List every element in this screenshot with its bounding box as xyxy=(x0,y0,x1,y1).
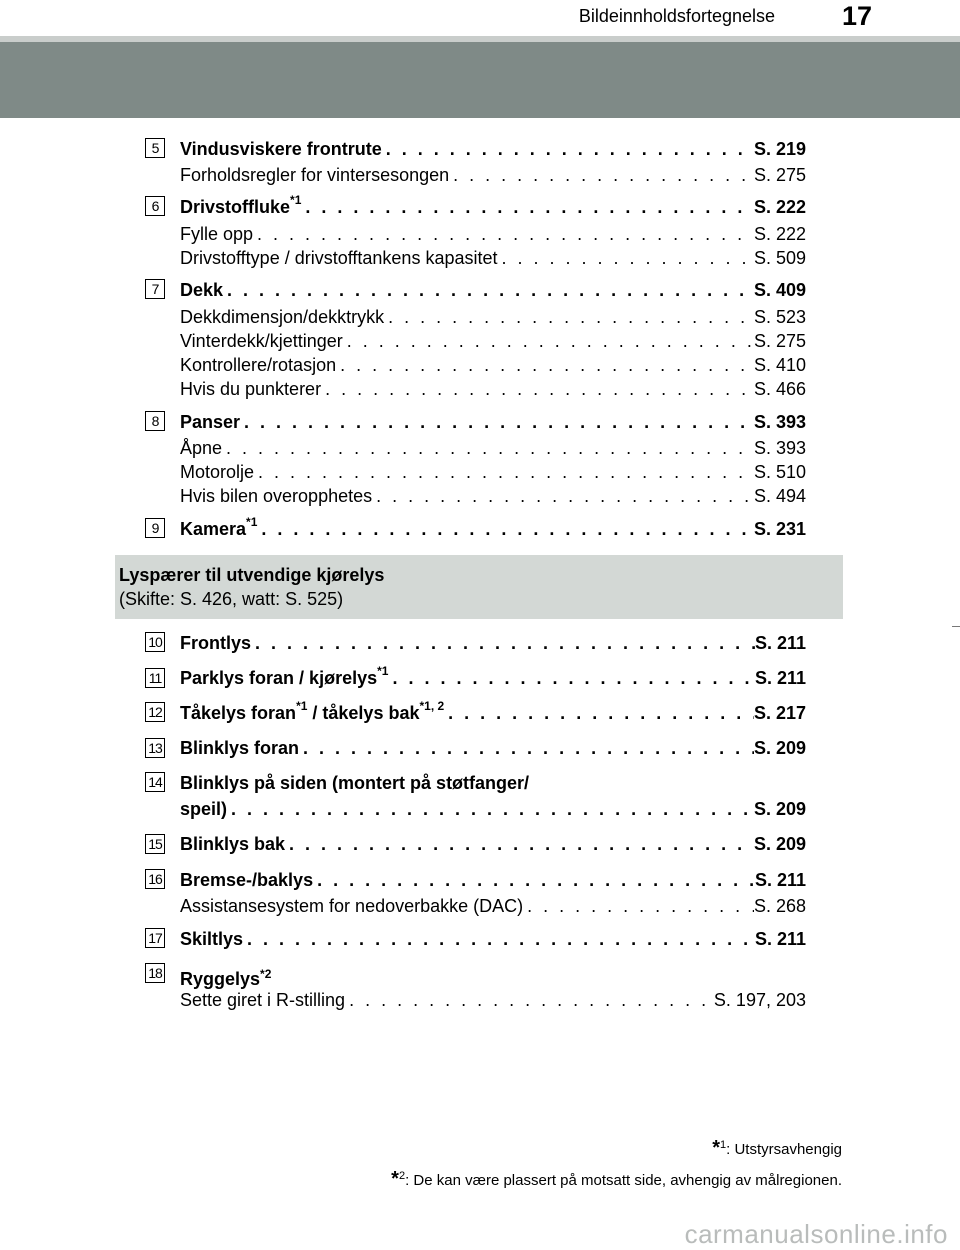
toc-sub-row[interactable] xyxy=(180,305,806,329)
callout-number: 16 xyxy=(145,869,165,889)
dot-leader xyxy=(523,894,754,918)
footnote-1: *$^1$: Utstyrsavhengig xyxy=(712,1137,842,1159)
callout-number: 17 xyxy=(145,928,165,948)
dot-leader xyxy=(345,988,714,1012)
toc-sub-row[interactable] xyxy=(180,329,806,353)
toc-main-row[interactable] xyxy=(180,736,806,760)
entry-title: Kamera$^{*1}$ xyxy=(180,517,258,539)
footnote-marker: *1, 2 xyxy=(419,701,445,713)
section-heading-box xyxy=(115,555,843,619)
callout-number: 13 xyxy=(145,738,165,758)
callout-number: 10 xyxy=(145,632,165,652)
page-ref: S. 222 xyxy=(753,224,806,244)
dot-leader xyxy=(343,329,754,353)
toc-main-row[interactable] xyxy=(180,631,806,655)
page-ref: S. 275 xyxy=(753,165,806,185)
dot-leader xyxy=(223,278,754,302)
callout-number: 14 xyxy=(145,772,165,792)
page-number: 17 xyxy=(841,1,872,31)
entry-title: speil) xyxy=(180,799,228,819)
toc-main-row[interactable] xyxy=(180,278,806,302)
page-ref: S. 393 xyxy=(753,438,806,458)
toc-main-row[interactable] xyxy=(180,927,806,951)
page-ref: S. 509 xyxy=(753,248,806,268)
dot-leader xyxy=(336,353,754,377)
entry-title-line1: Blinklys på siden (montert på støtfanger/ xyxy=(180,773,530,793)
toc-sub-row[interactable] xyxy=(180,436,806,460)
section-subheading: (Skifte: S. 426, watt: S. 525) xyxy=(119,589,344,609)
toc-main-row[interactable] xyxy=(180,517,806,541)
sub-title: Hvis du punkterer xyxy=(180,379,322,399)
page-ref: S. 222 xyxy=(753,197,806,217)
toc-main-row[interactable] xyxy=(180,410,806,434)
toc-sub-row[interactable] xyxy=(180,377,806,401)
dot-leader xyxy=(301,195,754,219)
dot-leader xyxy=(498,246,754,270)
toc-sub-row[interactable] xyxy=(180,460,806,484)
page-ref: S. 410 xyxy=(753,355,806,375)
toc-main-row[interactable] xyxy=(180,701,806,725)
page-ref: S. 219 xyxy=(753,139,806,159)
page-ref: S. 275 xyxy=(753,331,806,351)
entry-title: Vindusviskere frontrute xyxy=(180,139,382,159)
entry-title: Ryggelys$^{*2}$ xyxy=(180,967,272,989)
entry-title: Blinklys foran xyxy=(180,738,300,758)
dot-leader xyxy=(384,305,754,329)
entry-title: Blinklys bak xyxy=(180,834,286,854)
footnote-marker: *1 xyxy=(246,517,258,529)
entry-title: Frontlys xyxy=(180,633,252,653)
dot-leader xyxy=(321,377,754,401)
entry-title: Tåkelys foran$^{*1}$ / tåkelys bak$^{*1, 2}$ xyxy=(180,701,445,723)
sub-title: Drivstofftype / drivstofftankens kapasitet xyxy=(180,248,498,268)
header-banner xyxy=(0,42,960,118)
dot-leader xyxy=(382,137,754,161)
dot-leader xyxy=(254,460,754,484)
entry-title: Bremse-/baklys xyxy=(180,870,314,890)
dot-leader xyxy=(299,736,754,760)
toc-sub-row[interactable] xyxy=(180,353,806,377)
entry-title: Parklys foran / kjørelys$^{*1}$ xyxy=(180,666,389,688)
dot-leader xyxy=(257,517,754,541)
dot-leader xyxy=(444,701,754,725)
dot-leader xyxy=(240,410,754,434)
dot-leader xyxy=(227,797,754,821)
dot-leader xyxy=(251,631,755,655)
dot-leader xyxy=(313,868,755,892)
page-ref: S. 209 xyxy=(753,799,806,819)
toc-sub-row[interactable] xyxy=(180,484,806,508)
entry-title: Dekk xyxy=(180,280,224,300)
sub-title: Sette giret i R-stilling xyxy=(180,990,346,1010)
entry-title: Skiltlys xyxy=(180,929,244,949)
page-ref: S. 197, 203 xyxy=(713,990,806,1010)
page-ref: S. 523 xyxy=(753,307,806,327)
toc-main-row[interactable] xyxy=(180,666,806,690)
header-title: Bildeinnholdsfortegnelse xyxy=(578,6,775,26)
edge-mark xyxy=(952,626,960,627)
sub-title: Vinterdekk/kjettinger xyxy=(180,331,343,351)
sub-title: Forholdsregler for vintersesongen xyxy=(180,165,450,185)
footnote-marker: *1 xyxy=(296,701,308,713)
page-ref: S. 209 xyxy=(753,738,806,758)
toc-sub-row[interactable] xyxy=(180,163,806,187)
watermark: carmanualsonline.info xyxy=(684,1219,948,1249)
page-ref: S. 211 xyxy=(754,633,806,653)
callout-number: 12 xyxy=(145,702,165,722)
footnote-marker: *1 xyxy=(377,666,389,678)
page-ref: S. 211 xyxy=(754,929,806,949)
toc-main-row[interactable] xyxy=(180,868,806,892)
page-ref: S. 209 xyxy=(753,834,806,854)
sub-title: Fylle opp xyxy=(180,224,254,244)
footnote-marker: *2 xyxy=(260,967,272,981)
page-ref: S. 211 xyxy=(754,668,806,688)
page-ref: S. 217 xyxy=(753,703,806,723)
toc-main-row[interactable] xyxy=(180,832,806,856)
callout-number: 11 xyxy=(145,668,165,688)
sub-title: Åpne xyxy=(180,438,223,458)
entry-title: Drivstoffluke$^{*1}$ xyxy=(180,195,302,217)
dot-leader xyxy=(243,927,755,951)
page-ref: S. 268 xyxy=(753,896,806,916)
callout-number: 9 xyxy=(145,518,165,538)
sub-title: Kontrollere/rotasjon xyxy=(180,355,337,375)
page-ref: S. 494 xyxy=(753,486,806,506)
page-ref: S. 231 xyxy=(753,519,806,539)
page-ref: S. 466 xyxy=(753,379,806,399)
page-ref: S. 211 xyxy=(754,870,806,890)
dot-leader xyxy=(388,666,755,690)
dot-leader xyxy=(253,222,754,246)
toc-main-row[interactable] xyxy=(180,797,806,821)
sub-title: Dekkdimensjon/dekktrykk xyxy=(180,307,385,327)
page-ref: S. 510 xyxy=(753,462,806,482)
callout-number: 6 xyxy=(145,196,165,216)
sub-title: Hvis bilen overopphetes xyxy=(180,486,373,506)
dot-leader xyxy=(449,163,754,187)
dot-leader xyxy=(222,436,754,460)
callout-number: 7 xyxy=(145,279,165,299)
callout-number: 5 xyxy=(145,138,165,158)
toc-sub-row[interactable] xyxy=(180,246,806,270)
callout-number: 8 xyxy=(145,411,165,431)
sub-title: Motorolje xyxy=(180,462,255,482)
sub-title: Assistansesystem for nedoverbakke (DAC) xyxy=(180,896,524,916)
page-header xyxy=(0,0,960,36)
callout-number: 15 xyxy=(145,834,165,854)
toc-sub-row[interactable] xyxy=(180,988,806,1012)
dot-leader xyxy=(285,832,754,856)
footnote-2: *$^2$: De kan være plassert på motsatt side, avhengig av målregionen. xyxy=(391,1168,842,1190)
toc-main-row[interactable] xyxy=(180,137,806,161)
page-ref: S. 393 xyxy=(753,412,806,432)
section-heading: Lyspærer til utvendige kjørelys xyxy=(119,565,385,585)
toc-sub-row[interactable] xyxy=(180,894,806,918)
dot-leader xyxy=(372,484,754,508)
callout-number: 18 xyxy=(145,963,165,983)
toc-sub-row[interactable] xyxy=(180,222,806,246)
toc-main-row[interactable] xyxy=(180,195,806,219)
entry-title: Panser xyxy=(180,412,241,432)
page-ref: S. 409 xyxy=(753,280,806,300)
footnote-marker: *1 xyxy=(290,195,302,207)
